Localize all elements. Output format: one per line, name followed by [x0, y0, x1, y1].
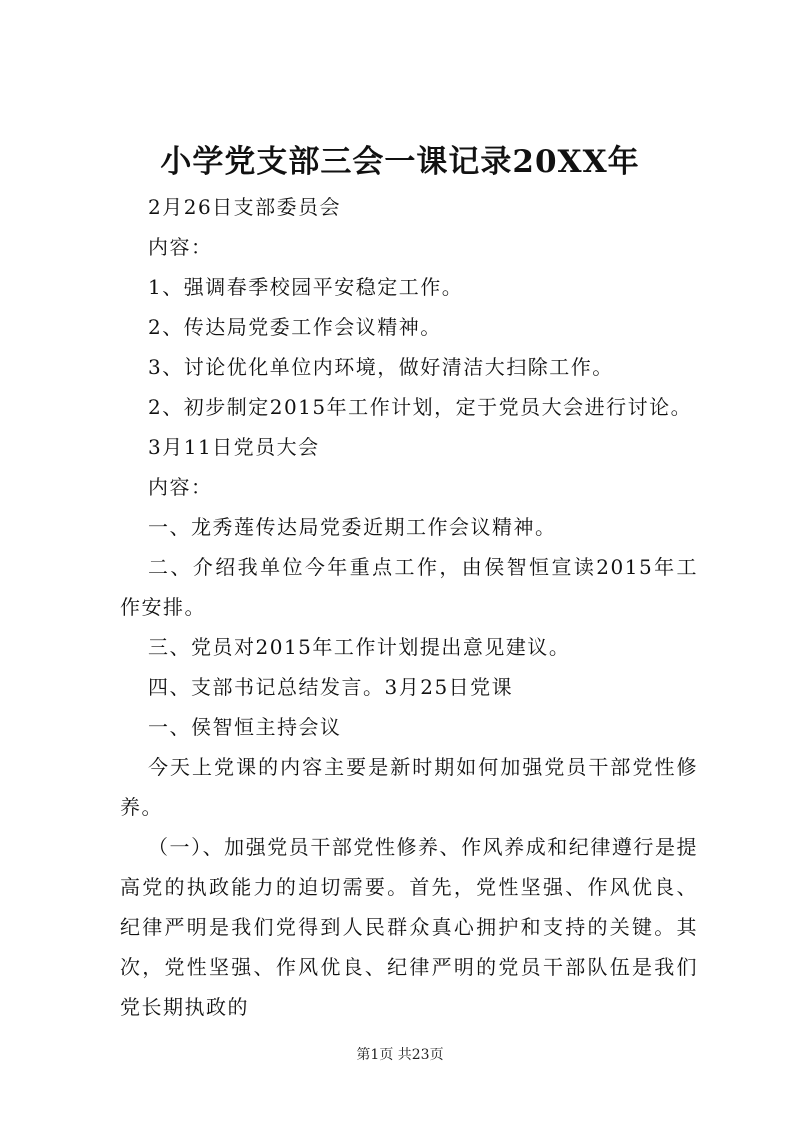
paragraph-body-text: （一）、加强党员干部党性修养、作风养成和纪律遵行是提高党的执政能力的迫切需要。首先，党性坚强、作风优良、纪律严明是我们党得到人民群众真心拥护和支持的关键。其次，党性坚强、作风优良、纪律严明的党员干部队伍是我们党长期执政的 [120, 835, 698, 1019]
paragraph-item: 一、侯智恒主持会议 [148, 715, 342, 739]
paragraph-item: 一、龙秀莲传达局党委近期工作会议精神。 [148, 515, 557, 539]
paragraph-item: 1、强调春季校园平安稳定工作。 [148, 275, 464, 299]
page-footer: 第1页 共23页 [356, 1047, 444, 1063]
paragraph-meeting-date-1: 2月26日支部委员会 [148, 195, 342, 219]
document-body [120, 187, 698, 1027]
paragraph-item: 3、讨论优化单位内环境，做好清洁大扫除工作。 [148, 355, 614, 379]
paragraph-item: 三、党员对2015年工作计划提出意见建议。 [148, 635, 571, 659]
paragraph-content-label-1: 内容： [148, 235, 213, 259]
document-title: 小学党支部三会一课记录20XX年 [160, 144, 640, 180]
paragraph-meeting-date-2: 3月11日党员大会 [148, 435, 320, 459]
paragraph-item: 四、支部书记总结发言。3月25日党课 [148, 675, 514, 699]
paragraph-item: 2、传达局党委工作会议精神。 [148, 315, 442, 339]
paragraph-item: 二、介绍我单位今年重点工作，由侯智恒宣读2015年工作安排。 [120, 555, 698, 619]
paragraph-content-label-2: 内容： [148, 475, 213, 499]
paragraph-item: 2、初步制定2015年工作计划，定于党员大会进行讨论。 [148, 395, 693, 419]
paragraph-body-text: 今天上党课的内容主要是新时期如何加强党员干部党性修养。 [120, 755, 698, 819]
